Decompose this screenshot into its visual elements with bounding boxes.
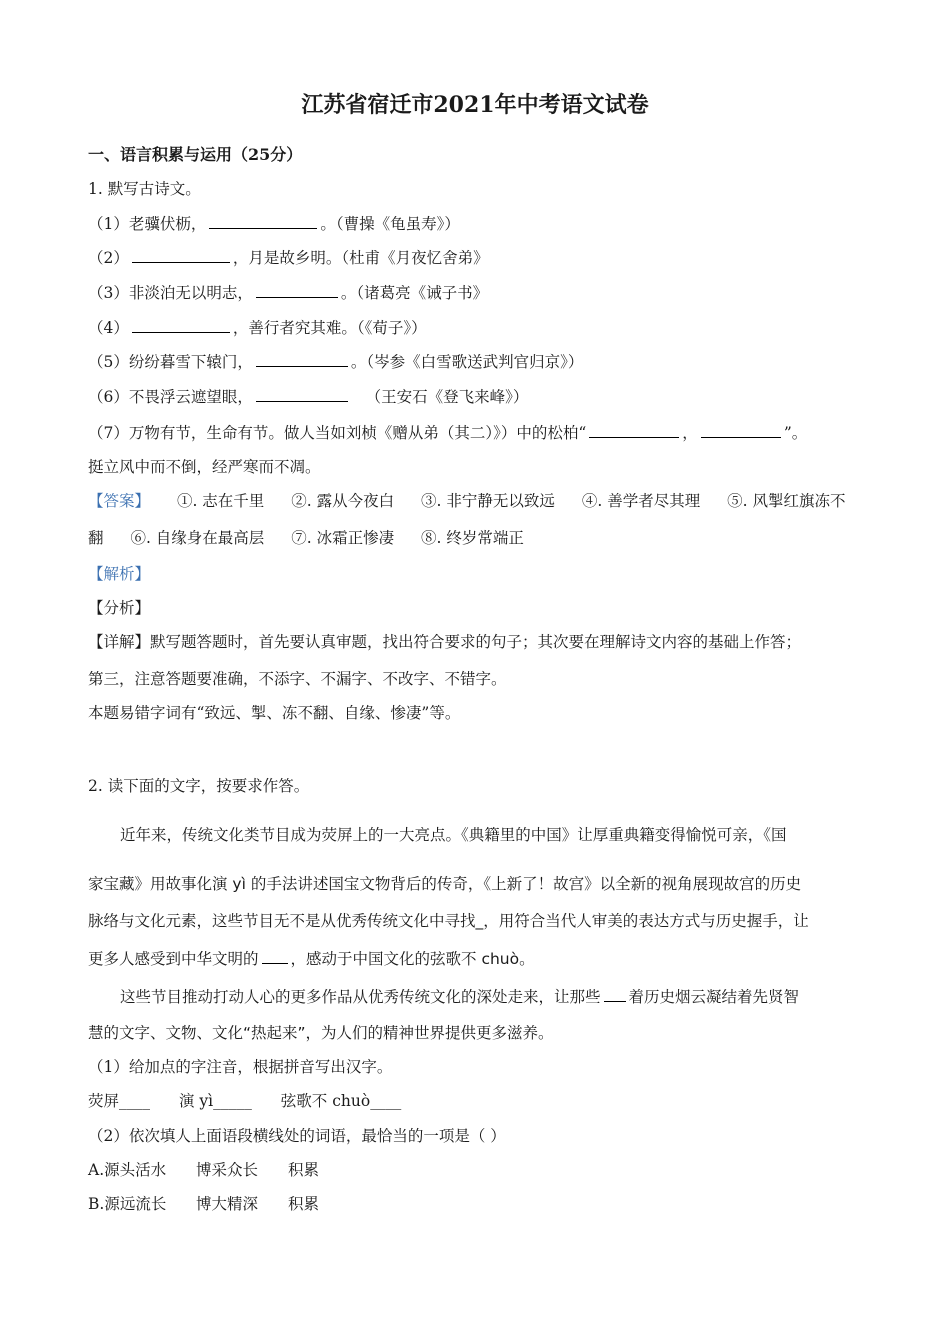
passage-line: 慧的文字、文物、文化“热起来”，为人们的精神世界提供更多滋养。: [88, 1024, 554, 1042]
answer-blank[interactable]: [132, 246, 230, 263]
answer-blank[interactable]: [209, 212, 317, 229]
answer-item: ⑥. 自缘身在最高层: [130, 529, 265, 547]
q1-item-1: （1）老骥伏枥， 。（曹操《龟虽寿》）: [88, 212, 864, 235]
passage-line: 这些节目推动打动人心的更多作品从优秀传统文化的深处走来，让那些 着历史烟云凝结着先贤智: [88, 985, 864, 1008]
q2-sub1: （1）给加点的字注音，根据拼音写出汉字。: [88, 1058, 393, 1076]
answer-item: ④. 善学者尽其理: [581, 492, 701, 510]
passage-line: 家宝藏》用故事化演 yì 的手法讲述国宝文物背后的传奇，《上新了！故宫》以全新的视角展现故宫的历史: [88, 875, 802, 893]
detail-line-3: 本题易错字词有“致远、掣、冻不翻、自缘、惨凄”等。: [88, 704, 461, 722]
page-title: 江苏省宿迁市2021年中考语文试卷: [301, 92, 649, 118]
answer-item: ⑤. 风掣红旗冻不: [727, 492, 846, 510]
passage-line: 更多人感受到中华文明的 ，感动于中国文化的弦歌不 chuò。: [88, 947, 864, 970]
answer-blank[interactable]: [256, 281, 338, 298]
q1-item-4: （4） ，善行者究其难。（《荀子》）: [88, 316, 864, 339]
q1-item-2: （2） ，月是故乡明。（杜甫《月夜忆舍弟》: [88, 246, 864, 269]
q2-stem: 2. 读下面的文字，按要求作答。: [88, 777, 310, 795]
answer-blank[interactable]: [256, 385, 348, 402]
answer-item: 翻: [88, 529, 104, 547]
answer-blank[interactable]: [132, 316, 230, 333]
answer-item: ①. 志在千里: [176, 492, 265, 510]
section-heading: 一、语言积累与运用（25分）: [88, 145, 303, 164]
q2-sub2: （2）依次填人上面语段横线处的词语，最恰当的一项是（ ）: [88, 1127, 506, 1145]
passage-line: 脉络与文化元素，这些节目无不是从优秀传统文化中寻找_，用符合当代人审美的表达方式与历史握手，让: [88, 912, 809, 930]
detail-line-2: 第三，注意答题要准确，不添字、不漏字、不改字、不错字。: [88, 670, 507, 688]
answer-blank[interactable]: [256, 350, 348, 367]
q1-item-6: （6）不畏浮云遮望眼， （王安石《登飞来峰》）: [88, 385, 864, 408]
fenxi-label: 【分析】: [88, 599, 151, 617]
q1-item-5: （5）纷纷暮雪下辕门， 。（岑参《白雪歌送武判官归京》）: [88, 350, 864, 373]
answer-blank[interactable]: [604, 985, 626, 1002]
q2-fill-row: [88, 1090, 864, 1112]
q1-item-7-continued: 挺立风中而不倒，经严寒而不凋。: [88, 458, 321, 476]
answer-line-1: [88, 490, 864, 512]
fill-item[interactable]: 弦歌不 chuò____: [280, 1092, 402, 1110]
q1-item-7: （7）万物有节，生命有节。做人当如刘桢《赠从弟（其二）》）中的松柏“ ， ”。: [88, 421, 870, 444]
q1-stem: 1. 默写古诗文。: [88, 180, 201, 198]
answer-blank[interactable]: [262, 947, 288, 964]
answer-blank[interactable]: [589, 421, 679, 438]
answer-line-2: [88, 527, 864, 549]
answer-item: ③. 非宁静无以致远: [421, 492, 555, 510]
answer-item: ②. 露从今夜白: [291, 492, 395, 510]
answer-item: ⑧. 终岁常端正: [421, 529, 524, 547]
option-a[interactable]: A.源头活水 博采众长 积累: [88, 1161, 320, 1179]
answer-label: 【答案】: [88, 492, 151, 510]
option-b[interactable]: B.源远流长 博大精深 积累: [88, 1195, 320, 1213]
fill-item[interactable]: 荧屏____: [88, 1092, 151, 1110]
fill-item[interactable]: 演 yì_____: [178, 1092, 252, 1110]
answer-blank[interactable]: [701, 421, 781, 438]
passage-line: 近年来，传统文化类节目成为荧屏上的一大亮点。《典籍里的中国》让厚重典籍变得愉悦可亲，《国: [120, 826, 787, 844]
answer-item: ⑦. 冰霜正惨凄: [291, 529, 395, 547]
detail-line-1: 【详解】默写题答题时，首先要认真审题，找出符合要求的句子；其次要在理解诗文内容的基础上作答；: [88, 633, 802, 651]
q1-item-3: （3）非淡泊无以明志， 。（诸葛亮《诫子书》: [88, 281, 864, 304]
analysis-label: 【解析】: [88, 565, 151, 583]
